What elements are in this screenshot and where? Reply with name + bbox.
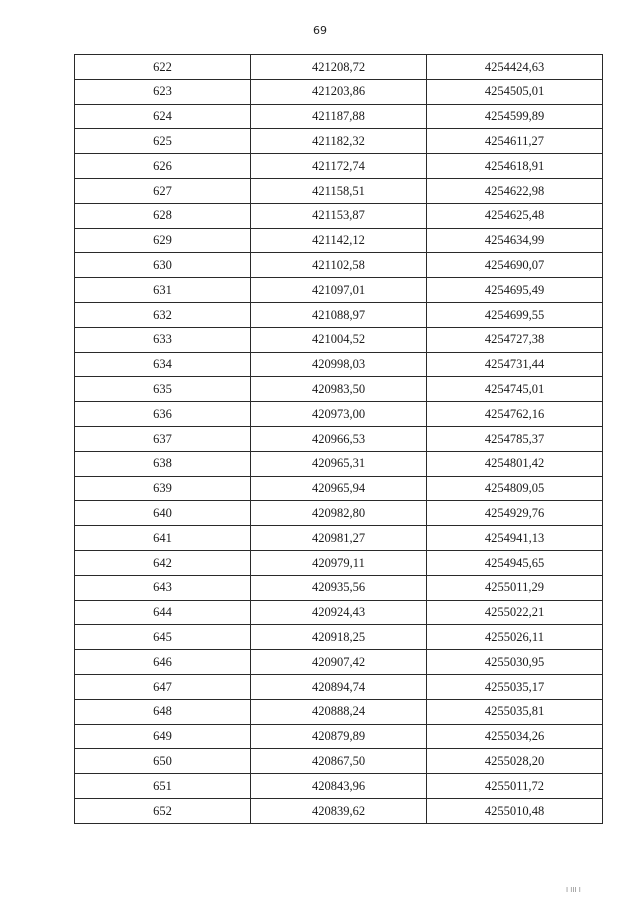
table-row xyxy=(75,575,603,600)
y-coordinate-cell: 4254745,01 xyxy=(427,377,603,402)
point-number-cell: 622 xyxy=(75,55,251,80)
point-number-cell: 634 xyxy=(75,352,251,377)
y-coordinate-cell: 4254727,38 xyxy=(427,327,603,352)
y-coordinate-cell: 4255026,11 xyxy=(427,625,603,650)
scan-mark: I III I xyxy=(566,886,581,894)
point-number-cell: 632 xyxy=(75,302,251,327)
point-number-cell: 652 xyxy=(75,798,251,823)
point-number-cell: 640 xyxy=(75,501,251,526)
x-coordinate-cell: 420965,94 xyxy=(251,476,427,501)
y-coordinate-cell: 4255011,72 xyxy=(427,774,603,799)
table-row xyxy=(75,154,603,179)
y-coordinate-cell: 4254941,13 xyxy=(427,526,603,551)
y-coordinate-cell: 4254505,01 xyxy=(427,79,603,104)
point-number-cell: 633 xyxy=(75,327,251,352)
x-coordinate-cell: 421208,72 xyxy=(251,55,427,80)
table-row xyxy=(75,352,603,377)
coordinates-table-body xyxy=(75,55,603,824)
table-row xyxy=(75,600,603,625)
x-coordinate-cell: 420966,53 xyxy=(251,426,427,451)
point-number-cell: 650 xyxy=(75,749,251,774)
x-coordinate-cell: 420888,24 xyxy=(251,699,427,724)
table-row xyxy=(75,327,603,352)
x-coordinate-cell: 421187,88 xyxy=(251,104,427,129)
table-row xyxy=(75,650,603,675)
x-coordinate-cell: 421088,97 xyxy=(251,302,427,327)
x-coordinate-cell: 420973,00 xyxy=(251,402,427,427)
point-number-cell: 625 xyxy=(75,129,251,154)
x-coordinate-cell: 420983,50 xyxy=(251,377,427,402)
point-number-cell: 649 xyxy=(75,724,251,749)
y-coordinate-cell: 4254611,27 xyxy=(427,129,603,154)
point-number-cell: 643 xyxy=(75,575,251,600)
table-row xyxy=(75,426,603,451)
y-coordinate-cell: 4254929,76 xyxy=(427,501,603,526)
table-row xyxy=(75,104,603,129)
x-coordinate-cell: 420879,89 xyxy=(251,724,427,749)
table-row xyxy=(75,550,603,575)
y-coordinate-cell: 4254785,37 xyxy=(427,426,603,451)
table-row xyxy=(75,129,603,154)
y-coordinate-cell: 4254424,63 xyxy=(427,55,603,80)
x-coordinate-cell: 421004,52 xyxy=(251,327,427,352)
table-row xyxy=(75,79,603,104)
coordinates-table xyxy=(74,54,603,824)
y-coordinate-cell: 4254690,07 xyxy=(427,253,603,278)
table-row xyxy=(75,278,603,303)
x-coordinate-cell: 421142,12 xyxy=(251,228,427,253)
y-coordinate-cell: 4255010,48 xyxy=(427,798,603,823)
y-coordinate-cell: 4254695,49 xyxy=(427,278,603,303)
x-coordinate-cell: 420867,50 xyxy=(251,749,427,774)
y-coordinate-cell: 4254599,89 xyxy=(427,104,603,129)
y-coordinate-cell: 4254731,44 xyxy=(427,352,603,377)
table-row xyxy=(75,451,603,476)
table-row xyxy=(75,724,603,749)
y-coordinate-cell: 4254622,98 xyxy=(427,178,603,203)
point-number-cell: 639 xyxy=(75,476,251,501)
y-coordinate-cell: 4255011,29 xyxy=(427,575,603,600)
point-number-cell: 630 xyxy=(75,253,251,278)
table-row xyxy=(75,55,603,80)
x-coordinate-cell: 421097,01 xyxy=(251,278,427,303)
table-row xyxy=(75,749,603,774)
y-coordinate-cell: 4254801,42 xyxy=(427,451,603,476)
x-coordinate-cell: 421182,32 xyxy=(251,129,427,154)
y-coordinate-cell: 4254699,55 xyxy=(427,302,603,327)
page-number: 69 xyxy=(313,24,327,37)
table-row xyxy=(75,402,603,427)
x-coordinate-cell: 420839,62 xyxy=(251,798,427,823)
y-coordinate-cell: 4255030,95 xyxy=(427,650,603,675)
table-row xyxy=(75,178,603,203)
point-number-cell: 644 xyxy=(75,600,251,625)
y-coordinate-cell: 4255022,21 xyxy=(427,600,603,625)
point-number-cell: 635 xyxy=(75,377,251,402)
y-coordinate-cell: 4254634,99 xyxy=(427,228,603,253)
point-number-cell: 646 xyxy=(75,650,251,675)
table-row xyxy=(75,501,603,526)
x-coordinate-cell: 420843,96 xyxy=(251,774,427,799)
x-coordinate-cell: 421158,51 xyxy=(251,178,427,203)
x-coordinate-cell: 420965,31 xyxy=(251,451,427,476)
point-number-cell: 651 xyxy=(75,774,251,799)
table-row xyxy=(75,476,603,501)
table-row xyxy=(75,377,603,402)
y-coordinate-cell: 4255035,81 xyxy=(427,699,603,724)
point-number-cell: 626 xyxy=(75,154,251,179)
x-coordinate-cell: 420998,03 xyxy=(251,352,427,377)
x-coordinate-cell: 421153,87 xyxy=(251,203,427,228)
point-number-cell: 642 xyxy=(75,550,251,575)
y-coordinate-cell: 4255035,17 xyxy=(427,674,603,699)
table-row xyxy=(75,302,603,327)
y-coordinate-cell: 4255034,26 xyxy=(427,724,603,749)
x-coordinate-cell: 420979,11 xyxy=(251,550,427,575)
table-row xyxy=(75,228,603,253)
x-coordinate-cell: 420982,80 xyxy=(251,501,427,526)
x-coordinate-cell: 420981,27 xyxy=(251,526,427,551)
y-coordinate-cell: 4254625,48 xyxy=(427,203,603,228)
x-coordinate-cell: 420935,56 xyxy=(251,575,427,600)
point-number-cell: 623 xyxy=(75,79,251,104)
point-number-cell: 628 xyxy=(75,203,251,228)
y-coordinate-cell: 4255028,20 xyxy=(427,749,603,774)
y-coordinate-cell: 4254945,65 xyxy=(427,550,603,575)
table-row xyxy=(75,699,603,724)
x-coordinate-cell: 420907,42 xyxy=(251,650,427,675)
table-row xyxy=(75,674,603,699)
point-number-cell: 627 xyxy=(75,178,251,203)
y-coordinate-cell: 4254618,91 xyxy=(427,154,603,179)
x-coordinate-cell: 421172,74 xyxy=(251,154,427,179)
table-row xyxy=(75,203,603,228)
y-coordinate-cell: 4254762,16 xyxy=(427,402,603,427)
table-row xyxy=(75,625,603,650)
point-number-cell: 638 xyxy=(75,451,251,476)
x-coordinate-cell: 421102,58 xyxy=(251,253,427,278)
point-number-cell: 624 xyxy=(75,104,251,129)
x-coordinate-cell: 420918,25 xyxy=(251,625,427,650)
point-number-cell: 629 xyxy=(75,228,251,253)
table-row xyxy=(75,798,603,823)
point-number-cell: 648 xyxy=(75,699,251,724)
x-coordinate-cell: 421203,86 xyxy=(251,79,427,104)
point-number-cell: 645 xyxy=(75,625,251,650)
x-coordinate-cell: 420924,43 xyxy=(251,600,427,625)
x-coordinate-cell: 420894,74 xyxy=(251,674,427,699)
point-number-cell: 631 xyxy=(75,278,251,303)
y-coordinate-cell: 4254809,05 xyxy=(427,476,603,501)
table-row xyxy=(75,526,603,551)
point-number-cell: 636 xyxy=(75,402,251,427)
point-number-cell: 637 xyxy=(75,426,251,451)
point-number-cell: 647 xyxy=(75,674,251,699)
table-row xyxy=(75,774,603,799)
table-row xyxy=(75,253,603,278)
point-number-cell: 641 xyxy=(75,526,251,551)
